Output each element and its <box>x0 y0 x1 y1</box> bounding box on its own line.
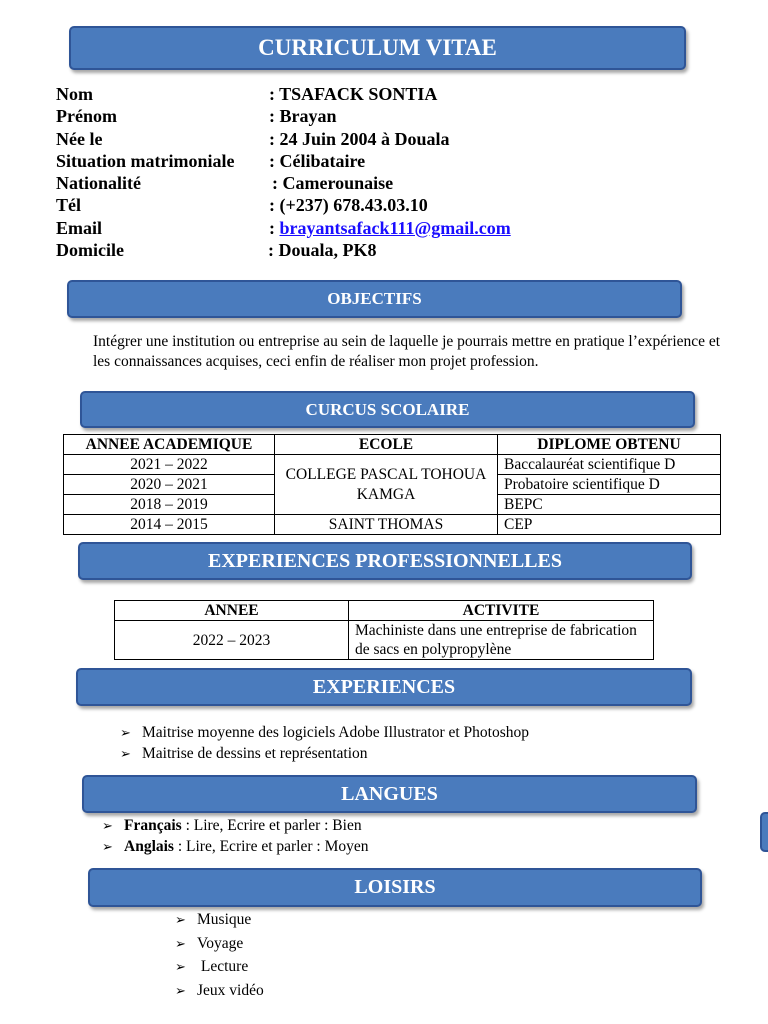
info-value: : TSAFACK SONTIA <box>269 84 438 104</box>
list-item <box>175 980 264 1004</box>
table-row <box>64 455 721 475</box>
arrow-bullet-icon: ➢ <box>175 936 186 952</box>
email-prefix: : <box>269 217 280 238</box>
info-label: Nom <box>56 84 93 104</box>
diploma-cell: Probatoire scientifique D <box>498 475 721 495</box>
list-item <box>102 816 369 837</box>
page-title: CURRICULUM VITAE <box>258 35 497 60</box>
title-banner <box>69 26 686 70</box>
info-label: Tél <box>56 195 81 216</box>
diploma-cell: CEP <box>498 515 721 535</box>
table-row <box>64 515 721 535</box>
info-label: Née le <box>56 128 103 149</box>
year-cell: 2014 – 2015 <box>64 515 275 535</box>
cursus-table <box>63 434 721 535</box>
language-name: Anglais <box>124 838 174 855</box>
col-header: ANNEE ACADEMIQUE <box>64 435 275 455</box>
experiences-heading: EXPERIENCES <box>312 676 456 698</box>
list-item-text: Maitrise moyenne des logiciels Adobe Illustrator et Photoshop <box>142 724 530 741</box>
info-label: Prénom <box>56 106 117 127</box>
experiences-pro-table <box>114 600 654 660</box>
col-header: ECOLE <box>275 435 498 455</box>
arrow-bullet-icon: ➢ <box>120 726 131 741</box>
experiences-pro-heading: EXPERIENCES PROFESSIONNELLES <box>208 550 562 572</box>
cursus-heading: CURCUS SCOLAIRE <box>305 400 470 419</box>
arrow-bullet-icon: ➢ <box>102 819 113 834</box>
school-cell: SAINT THOMAS <box>275 515 498 535</box>
objectifs-heading: OBJECTIFS <box>327 289 422 308</box>
info-value: : Célibataire <box>269 150 366 171</box>
list-item-text: Voyage <box>197 934 244 952</box>
year-cell: 2022 – 2023 <box>115 621 349 660</box>
info-label: Situation matrimoniale <box>56 150 235 171</box>
langues-banner <box>82 775 697 813</box>
table-header-row <box>64 435 721 455</box>
email-link[interactable]: brayantsafack111@gmail.com <box>279 217 511 238</box>
table-header-row <box>115 601 654 621</box>
arrow-bullet-icon: ➢ <box>175 983 186 999</box>
info-label: Domicile <box>56 240 124 261</box>
list-item <box>175 933 264 957</box>
diploma-cell: BEPC <box>498 495 721 515</box>
col-header: ANNEE <box>115 601 349 621</box>
year-cell: 2018 – 2019 <box>64 495 275 515</box>
loisirs-list <box>175 909 264 1003</box>
language-detail: : Lire, Ecrire et parler : Bien <box>181 817 362 834</box>
info-label: Email <box>56 217 103 238</box>
experiences-list <box>120 723 529 765</box>
arrow-bullet-icon: ➢ <box>120 747 131 762</box>
list-item <box>120 723 529 744</box>
list-item-text: Maitrise de dessins et représentation <box>142 745 368 762</box>
year-cell: 2021 – 2022 <box>64 455 275 475</box>
loisirs-banner <box>88 868 702 907</box>
list-item-text: Musique <box>197 911 252 928</box>
info-label: Nationalité <box>56 173 141 194</box>
diploma-cell: Baccalauréat scientifique D <box>498 455 721 475</box>
list-item <box>102 837 369 858</box>
info-value: : Brayan <box>269 106 337 127</box>
arrow-bullet-icon: ➢ <box>175 913 186 928</box>
arrow-bullet-icon: ➢ <box>102 840 113 855</box>
edge-shape-fragment <box>760 812 768 852</box>
list-item <box>175 909 264 933</box>
langues-list <box>102 816 369 858</box>
langues-heading: LANGUES <box>341 783 438 805</box>
info-value: : Douala, PK8 <box>268 240 377 261</box>
info-value: : Camerounaise <box>272 173 394 194</box>
info-value <box>269 217 511 239</box>
school-cell: COLLEGE PASCAL TOHOUA KAMGA <box>275 455 498 515</box>
arrow-bullet-icon: ➢ <box>175 960 186 975</box>
col-header: DIPLOME OBTENU <box>498 435 721 455</box>
list-item-text: Lecture <box>197 958 249 975</box>
list-item-text: Jeux vidéo <box>197 981 264 999</box>
experiences-banner <box>76 668 692 706</box>
experiences-pro-banner <box>78 542 692 580</box>
language-name: Français <box>124 817 182 834</box>
objectifs-text: Intégrer une institution ou entreprise au sein de laquelle je pourrais mettre en pratique l’expérience et les connaissances acquises, ceci enfin de réaliser mon projet profession. <box>93 333 721 370</box>
list-item <box>175 956 264 980</box>
col-header: ACTIVITE <box>349 601 654 621</box>
objectifs-banner <box>67 280 682 318</box>
cursus-banner <box>80 391 695 428</box>
activity-cell: Machiniste dans une entreprise de fabrication de sacs en polypropylène <box>349 621 654 660</box>
info-value: : (+237) 678.43.03.10 <box>269 195 428 216</box>
list-item <box>120 744 529 765</box>
year-cell: 2020 – 2021 <box>64 475 275 495</box>
info-value: : 24 Juin 2004 à Douala <box>269 128 450 149</box>
loisirs-heading: LOISIRS <box>354 876 436 898</box>
table-row <box>115 621 654 660</box>
language-detail: : Lire, Ecrire et parler : Moyen <box>173 838 369 855</box>
